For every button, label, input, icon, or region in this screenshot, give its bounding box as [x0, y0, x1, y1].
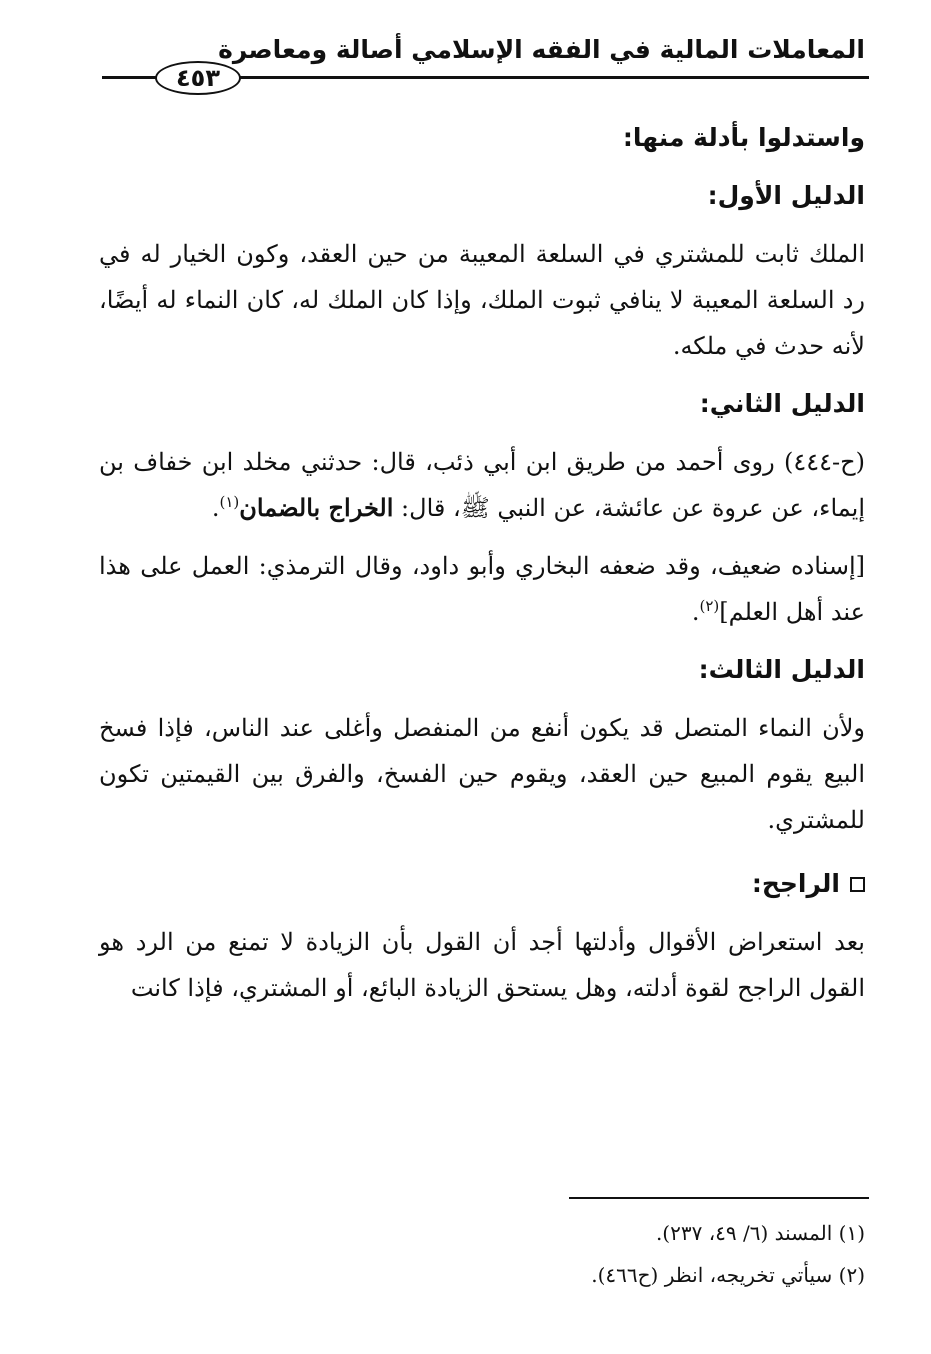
hadith-end: .	[211, 494, 220, 522]
evidence3-heading: الدليل الثالث:	[698, 655, 865, 684]
rajih-heading-row	[99, 861, 865, 907]
footnotes	[99, 1212, 865, 1296]
evidence3-paragraph: ولأن النماء المتصل قد يكون أنفع من المنفصل وأغلى عند الناس، فإذا فسخ البيع يقوم المبيع حين العقد، ويقوم حين الفسخ، والفرق بين القيمتين تكون للمشتري.	[99, 714, 865, 834]
footnote-2: (٢) سيأتي تخريجه، انظر (ح٤٦٦).	[591, 1263, 865, 1287]
evidence2-heading: الدليل الثاني:	[699, 389, 865, 418]
page-number: ٤٥٣	[176, 64, 220, 92]
evidence1-paragraph: الملك ثابت للمشتري في السلعة المعيبة من حين العقد، وكون الخيار له في رد السلعة المعيبة لا ينافي ثبوت الملك، وإذا كان الملك له، كان النماء له أيضًا، لأنه حدث في ملكه.	[99, 240, 865, 360]
footnote-ref-2: (٢)	[699, 597, 720, 615]
square-bullet-icon	[850, 877, 865, 892]
footnote-ref-1: (١)	[219, 493, 240, 511]
hadith-text: (ح-٤٤٤) روى أحمد من طريق ابن أبي ذئب، قال: حدثني مخلد ابن خفاف بن إيماء، عن عروة عن عائشة، عن النبي ﷺ، قال:	[99, 448, 865, 522]
rajih-paragraph: بعد استعراض الأقوال وأدلتها أجد أن القول بأن الزيادة لا تمنع من الرد هو القول الراجح لقوة أدلته، وهل يستحق الزيادة البائع، أو المشتري، فإذا كانت	[99, 928, 865, 1002]
running-title: المعاملات المالية في الفقه الإسلامي أصالة ومعاصرة	[218, 35, 865, 64]
hadith-bold: الخراج بالضمان	[239, 493, 394, 522]
rajih-heading: الراجح:	[751, 869, 840, 898]
grading-end: .	[691, 598, 700, 626]
grading-text: [إسناده ضعيف، وقد ضعفه البخاري وأبو داود، وقال الترمذي: العمل على هذا عند أهل العلم]	[99, 552, 865, 626]
footnote-1: (١) المسند (٦/ ٤٩، ٢٣٧).	[655, 1221, 865, 1245]
main-text	[99, 115, 865, 1011]
intro-line: واستدلوا بأدلة منها:	[622, 123, 865, 152]
hadith-paragraph	[99, 439, 865, 531]
evidence1-heading: الدليل الأول:	[707, 181, 865, 210]
footnote-rule	[569, 1197, 869, 1199]
page-number-oval	[155, 61, 241, 95]
grading-paragraph	[99, 543, 865, 635]
